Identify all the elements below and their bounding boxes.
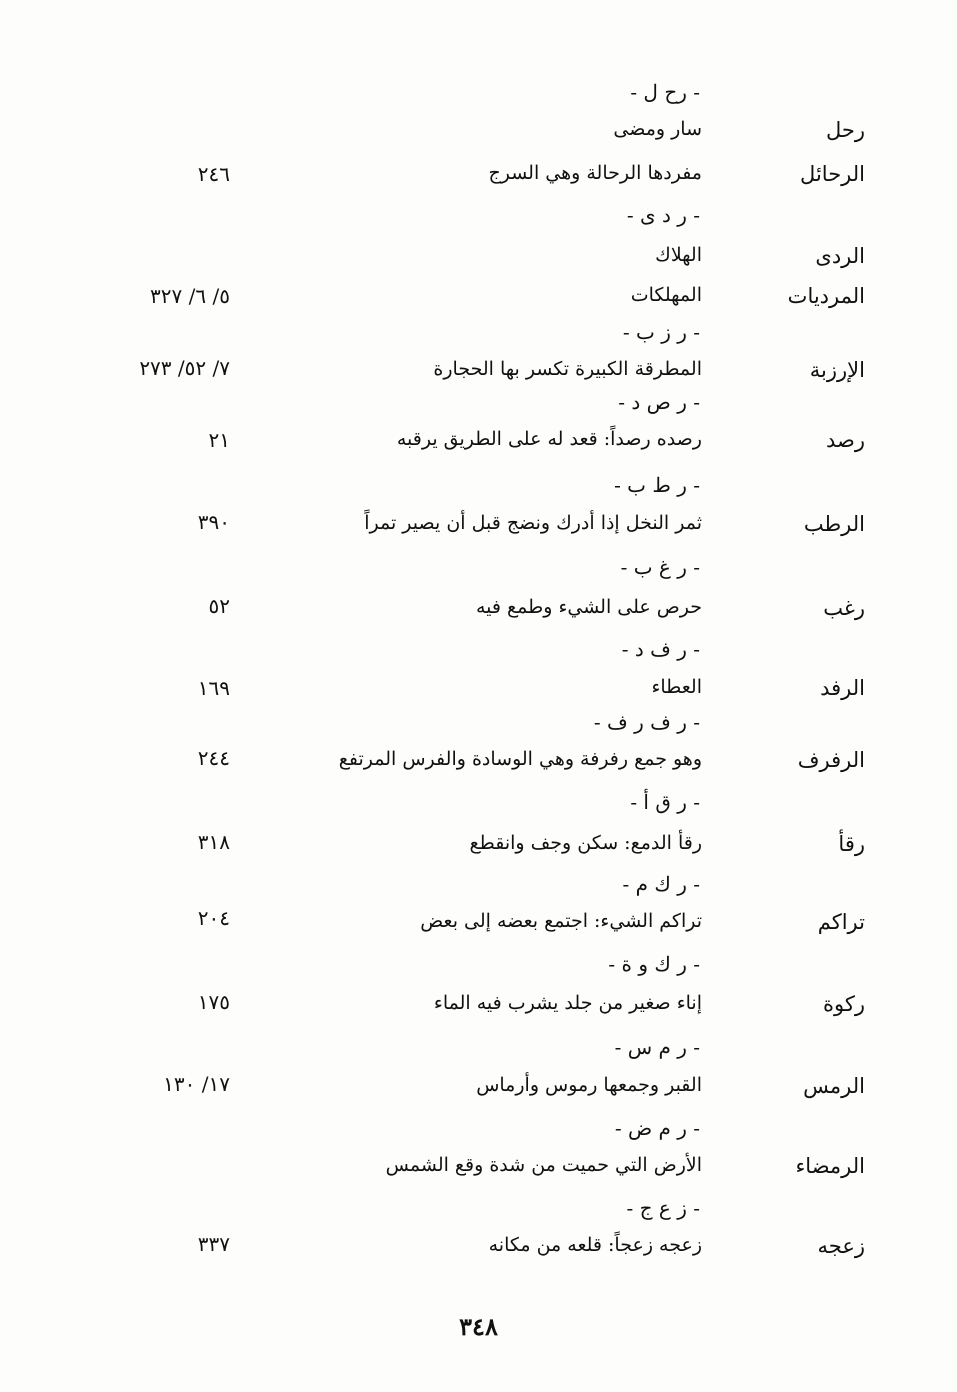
root-heading: - ر ز ب -: [622, 320, 700, 344]
entry-reference: ٢١: [208, 428, 230, 452]
entry-word: الردى: [815, 244, 865, 268]
entry-definition: وهو جمع رفرفة وهي الوسادة والفرس المرتفع: [338, 748, 702, 770]
entry-definition: القبر وجمعها رموس وأرماس: [476, 1074, 702, 1096]
entry-reference: ٢٤٤: [197, 746, 230, 770]
entry-definition: حرص على الشيء وطمع فيه: [475, 596, 702, 618]
entry-definition: سار ومضى: [613, 118, 702, 140]
entry-definition: الهلاك: [655, 244, 702, 266]
entry-word: الرفد: [820, 676, 865, 700]
root-heading: - رح ل -: [630, 80, 700, 104]
entry-definition: مفردها الرحالة وهي السرج: [488, 162, 702, 184]
entry-definition: زعجه زعجاً: قلعه من مكانه: [488, 1234, 702, 1256]
root-heading: - ز ع ج -: [626, 1196, 700, 1220]
root-heading: - ر ك م -: [622, 872, 700, 896]
entry-word: رحل: [825, 118, 865, 142]
root-heading: - ر ط ب -: [614, 473, 700, 497]
entry-reference: ١٧٥: [197, 990, 230, 1014]
entry-definition: العطاء: [651, 676, 702, 698]
entry-definition: الأرض التي حميت من شدة وقع الشمس: [385, 1154, 702, 1176]
entry-reference: ٢٠٤: [197, 906, 230, 930]
entry-word: الرطب: [803, 512, 865, 536]
entry-definition: تراكم الشيء: اجتمع بعضه إلى بعض: [420, 910, 702, 932]
entry-word: الرحائل: [800, 162, 865, 186]
root-heading: - ر ص د -: [618, 390, 700, 414]
entry-word: رقأ: [838, 832, 865, 856]
entry-reference: ٣٩٠: [197, 510, 230, 534]
entry-definition: إناء صغير من جلد يشرب فيه الماء: [433, 992, 702, 1014]
entry-reference: ٢٤٦: [197, 162, 230, 186]
entry-word: الرمضاء: [795, 1154, 865, 1178]
entry-word: الرفرف: [797, 748, 865, 772]
page-number: ٣٤٨: [459, 1312, 498, 1341]
root-heading: - ر ك و ة -: [608, 952, 700, 976]
entry-reference: ٣٣٧: [197, 1232, 230, 1256]
root-heading: - ر ق أ -: [630, 790, 700, 814]
entry-word: رصد: [826, 428, 865, 452]
entry-definition: رصده رصداً: قعد له على الطريق يرقبه: [396, 428, 702, 450]
root-heading: - ر ف د -: [621, 637, 700, 661]
entry-reference: ٥/ ٦/ ٣٢٧: [150, 284, 230, 308]
entry-word: المرديات: [787, 284, 865, 308]
entry-word: زعجه: [817, 1234, 865, 1258]
entry-definition: رقأ الدمع: سكن وجف وانقطع: [469, 832, 702, 854]
root-heading: - ر غ ب -: [620, 555, 700, 579]
root-heading: - ر ف ر ف -: [593, 710, 700, 734]
entry-reference: ٣١٨: [197, 830, 230, 854]
entry-reference: ٥٢: [208, 594, 230, 618]
entry-definition: المطرقة الكبيرة تكسر بها الحجارة: [433, 358, 702, 380]
entry-definition: ثمر النخل إذا أدرك ونضج قبل أن يصير تمراً: [364, 512, 702, 534]
entry-word: رغب: [823, 596, 865, 620]
entry-reference: ١٧/ ١٣٠: [163, 1072, 230, 1096]
entry-word: الإرزبة: [809, 358, 865, 382]
entry-word: تراكم: [817, 910, 865, 934]
root-heading: - ر م س -: [614, 1035, 700, 1059]
root-heading: - ر م ض -: [614, 1116, 700, 1140]
entry-word: الرمس: [803, 1074, 865, 1098]
entry-definition: المهلكات: [630, 284, 702, 306]
root-heading: - ر د ى -: [626, 203, 700, 227]
entry-word: ركوة: [823, 992, 865, 1016]
entry-reference: ١٦٩: [197, 676, 230, 700]
entry-reference: ٧/ ٥٢/ ٢٧٣: [139, 356, 230, 380]
